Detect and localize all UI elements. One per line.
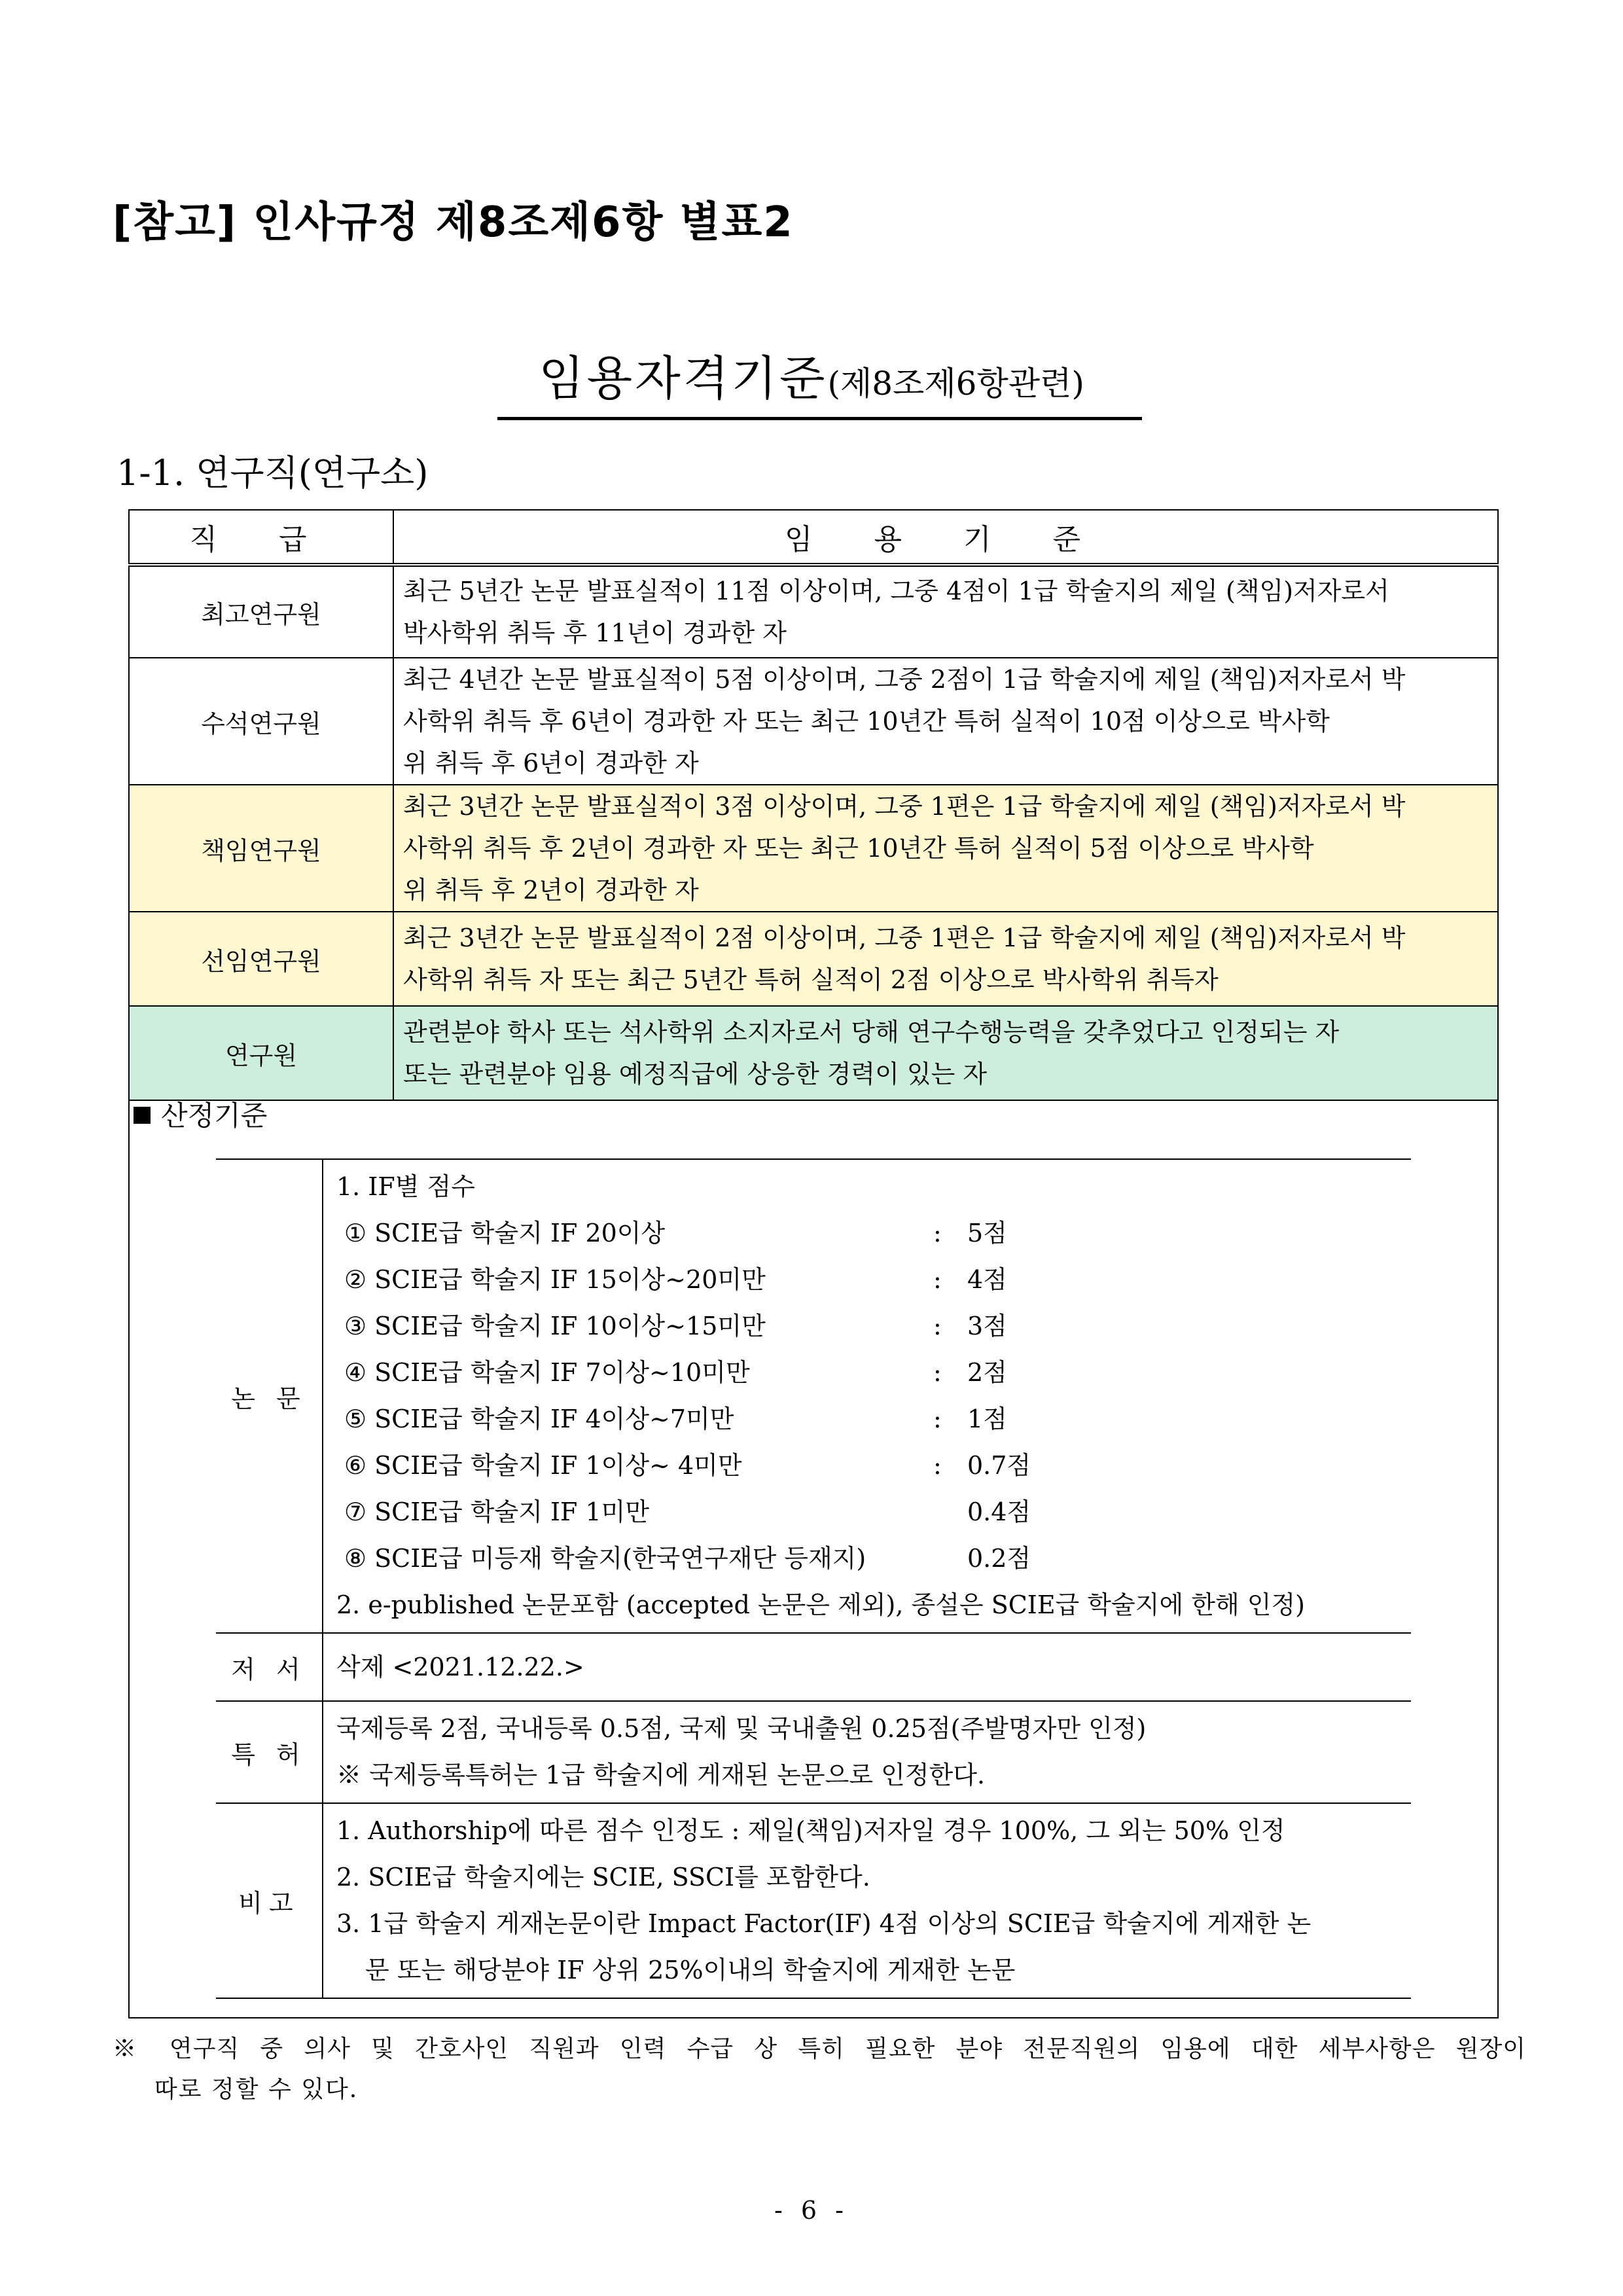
main-title-block [0,340,1623,408]
criteria-row-remarks [216,1803,1411,1998]
papers-heading: 1. IF별 점수 [336,1172,475,1201]
item-colon: : [933,1451,942,1480]
main-title-subtitle: (제8조제6항관련) [827,365,1084,403]
list-item [336,1489,1411,1535]
criteria-cell [393,785,1498,912]
criteria-line: 또는 관련분야 임용 예정직급에 상응한 경력이 있는 자 [403,1060,988,1088]
list-item [336,1210,1411,1257]
item-colon: : [933,1265,942,1294]
title-underline [497,417,1142,420]
item-score: 0.2점 [967,1544,1031,1573]
remarks-content [323,1803,1411,1998]
item-name: ③ SCIE급 학술지 IF 10이상~15미만 [344,1312,766,1340]
list-item [336,1257,1411,1303]
footnote-continuation: 따로 정할 수 있다. [154,2076,359,2103]
item-colon: : [933,1405,942,1433]
remarks-line: 2. SCIE급 학술지에는 SCIE, SSCI를 포함한다. [336,1863,870,1892]
item-score: 2점 [967,1358,1007,1387]
papers-note: 2. e-published 논문포함 (accepted 논문은 제외), 종설은 SCIE급 학술지에 한해 인정) [336,1590,1305,1619]
category-cell: 논 문 [216,1159,323,1633]
item-colon: : [933,1358,942,1387]
column-header-criteria: 임 용 기 준 [393,510,1498,565]
list-item [336,1303,1411,1350]
criteria-line: 사학위 취득 후 2년이 경과한 자 또는 최근 10년간 특허 실적이 5점 이상으로 박사학 [403,834,1314,863]
item-colon [933,1489,967,1535]
grade-cell: 연구원 [129,1006,393,1100]
page-number: - 6 - [774,2196,849,2225]
item-name: ⑥ SCIE급 학술지 IF 1이상~ 4미만 [344,1451,742,1480]
table-header-row [129,510,1498,565]
list-item [336,1535,1411,1582]
footnote: ※ 연구직 중 의사 및 간호사인 직원과 인력 수급 상 특히 필요한 분야 전문직원의 임용에 대한 세부사항은 원장이 [113,2036,1526,2062]
table-row [129,785,1498,912]
item-score: 3점 [967,1312,1007,1340]
criteria-line: 사학위 취득 자 또는 최근 5년간 특허 실적이 2점 이상으로 박사학위 취득자 [403,965,1219,994]
table-row [129,912,1498,1006]
item-colon: : [933,1219,942,1247]
criteria-table [216,1158,1411,1999]
patents-line: 국제등록 2점, 국내등록 0.5점, 국제 및 국내출원 0.25점(주발명자만 인정) [336,1714,1147,1743]
criteria-cell [393,1006,1498,1100]
table-row [129,1006,1498,1100]
item-name: ② SCIE급 학술지 IF 15이상~20미만 [344,1265,766,1294]
list-item [336,1443,1411,1489]
books-text: 삭제 <2021.12.22.> [336,1652,584,1681]
item-colon: : [933,1312,942,1340]
criteria-cell [393,565,1498,658]
criteria-cell [393,658,1498,785]
column-header-grade: 직 급 [129,510,393,565]
item-score: 4점 [967,1265,1007,1294]
list-item [336,1396,1411,1443]
item-score: 0.4점 [967,1498,1031,1526]
criteria-line: 박사학위 취득 후 11년이 경과한 자 [403,619,787,647]
remarks-line: 3. 1급 학술지 게재논문이란 Impact Factor(IF) 4점 이상의 SCIE급 학술지에 게재한 논 [336,1909,1311,1938]
criteria-line: 관련분야 학사 또는 석사학위 소지자로서 당해 연구수행능력을 갖추었다고 인정되는 자 [403,1018,1340,1047]
category-cell: 저 서 [216,1633,323,1701]
criteria-cell [393,912,1498,1006]
criteria-label-text: 산정기준 [161,1100,268,1132]
item-name: ⑤ SCIE급 학술지 IF 4이상~7미만 [344,1405,734,1433]
reference-title: [참고] 인사규정 제8조제6항 별표2 [113,198,794,247]
remarks-line: 문 또는 해당분야 IF 상위 25%이내의 학술지에 게재한 논문 [365,1956,1016,1984]
criteria-line: 최근 3년간 논문 발표실적이 3점 이상이며, 그중 1편은 1급 학술지에 제일 (책임)저자로서 박 [403,792,1406,821]
patents-line: ※ 국제등록특허는 1급 학술지에 게재된 논문으로 인정한다. [336,1761,986,1789]
table-row [129,658,1498,785]
remarks-line: 1. Authorship에 따른 점수 인정도 : 제일(책임)저자일 경우 100%, 그 외는 50% 인정 [336,1816,1285,1845]
criteria-line: 최근 3년간 논문 발표실적이 2점 이상이며, 그중 1편은 1급 학술지에 제일 (책임)저자로서 박 [403,924,1406,952]
patents-content [323,1701,1411,1803]
criteria-line: 사학위 취득 후 6년이 경과한 자 또는 최근 10년간 특허 실적이 10점 이상으로 박사학 [403,707,1330,736]
books-content [323,1633,1411,1701]
square-bullet-icon [134,1107,151,1124]
grade-cell: 책임연구원 [129,785,393,912]
item-name: ⑧ SCIE급 미등재 학술지(한국연구재단 등재지) [344,1544,866,1573]
category-cell: 비고 [216,1803,323,1998]
criteria-line: 최근 5년간 논문 발표실적이 11점 이상이며, 그중 4점이 1급 학술지의 제일 (책임)저자로서 [403,577,1389,605]
item-score: 5점 [967,1219,1007,1247]
criteria-line: 최근 4년간 논문 발표실적이 5점 이상이며, 그중 2점이 1급 학술지에 제일 (책임)저자로서 박 [403,665,1406,694]
grade-cell: 선임연구원 [129,912,393,1006]
section-heading: 1-1. 연구직(연구소) [116,452,429,493]
item-score: 1점 [967,1405,1007,1433]
list-item [336,1350,1411,1396]
item-name: ④ SCIE급 학술지 IF 7이상~10미만 [344,1358,750,1387]
item-name: ① SCIE급 학술지 IF 20이상 [344,1219,666,1247]
criteria-line: 위 취득 후 2년이 경과한 자 [403,876,699,905]
category-cell: 특 허 [216,1701,323,1803]
item-score: 0.7점 [967,1451,1031,1480]
item-name: ⑦ SCIE급 학술지 IF 1미만 [344,1498,650,1526]
criteria-row-papers [216,1159,1411,1633]
grade-cell: 수석연구원 [129,658,393,785]
grade-criteria-table [128,509,1499,1101]
criteria-line: 위 취득 후 6년이 경과한 자 [403,749,699,778]
papers-content [323,1159,1411,1633]
criteria-row-patents [216,1701,1411,1803]
table-row [129,565,1498,658]
main-title: 임용자격기준 [539,351,828,406]
criteria-row-books [216,1633,1411,1701]
grade-cell: 최고연구원 [129,565,393,658]
criteria-label [134,1094,267,1134]
item-colon [933,1535,967,1582]
